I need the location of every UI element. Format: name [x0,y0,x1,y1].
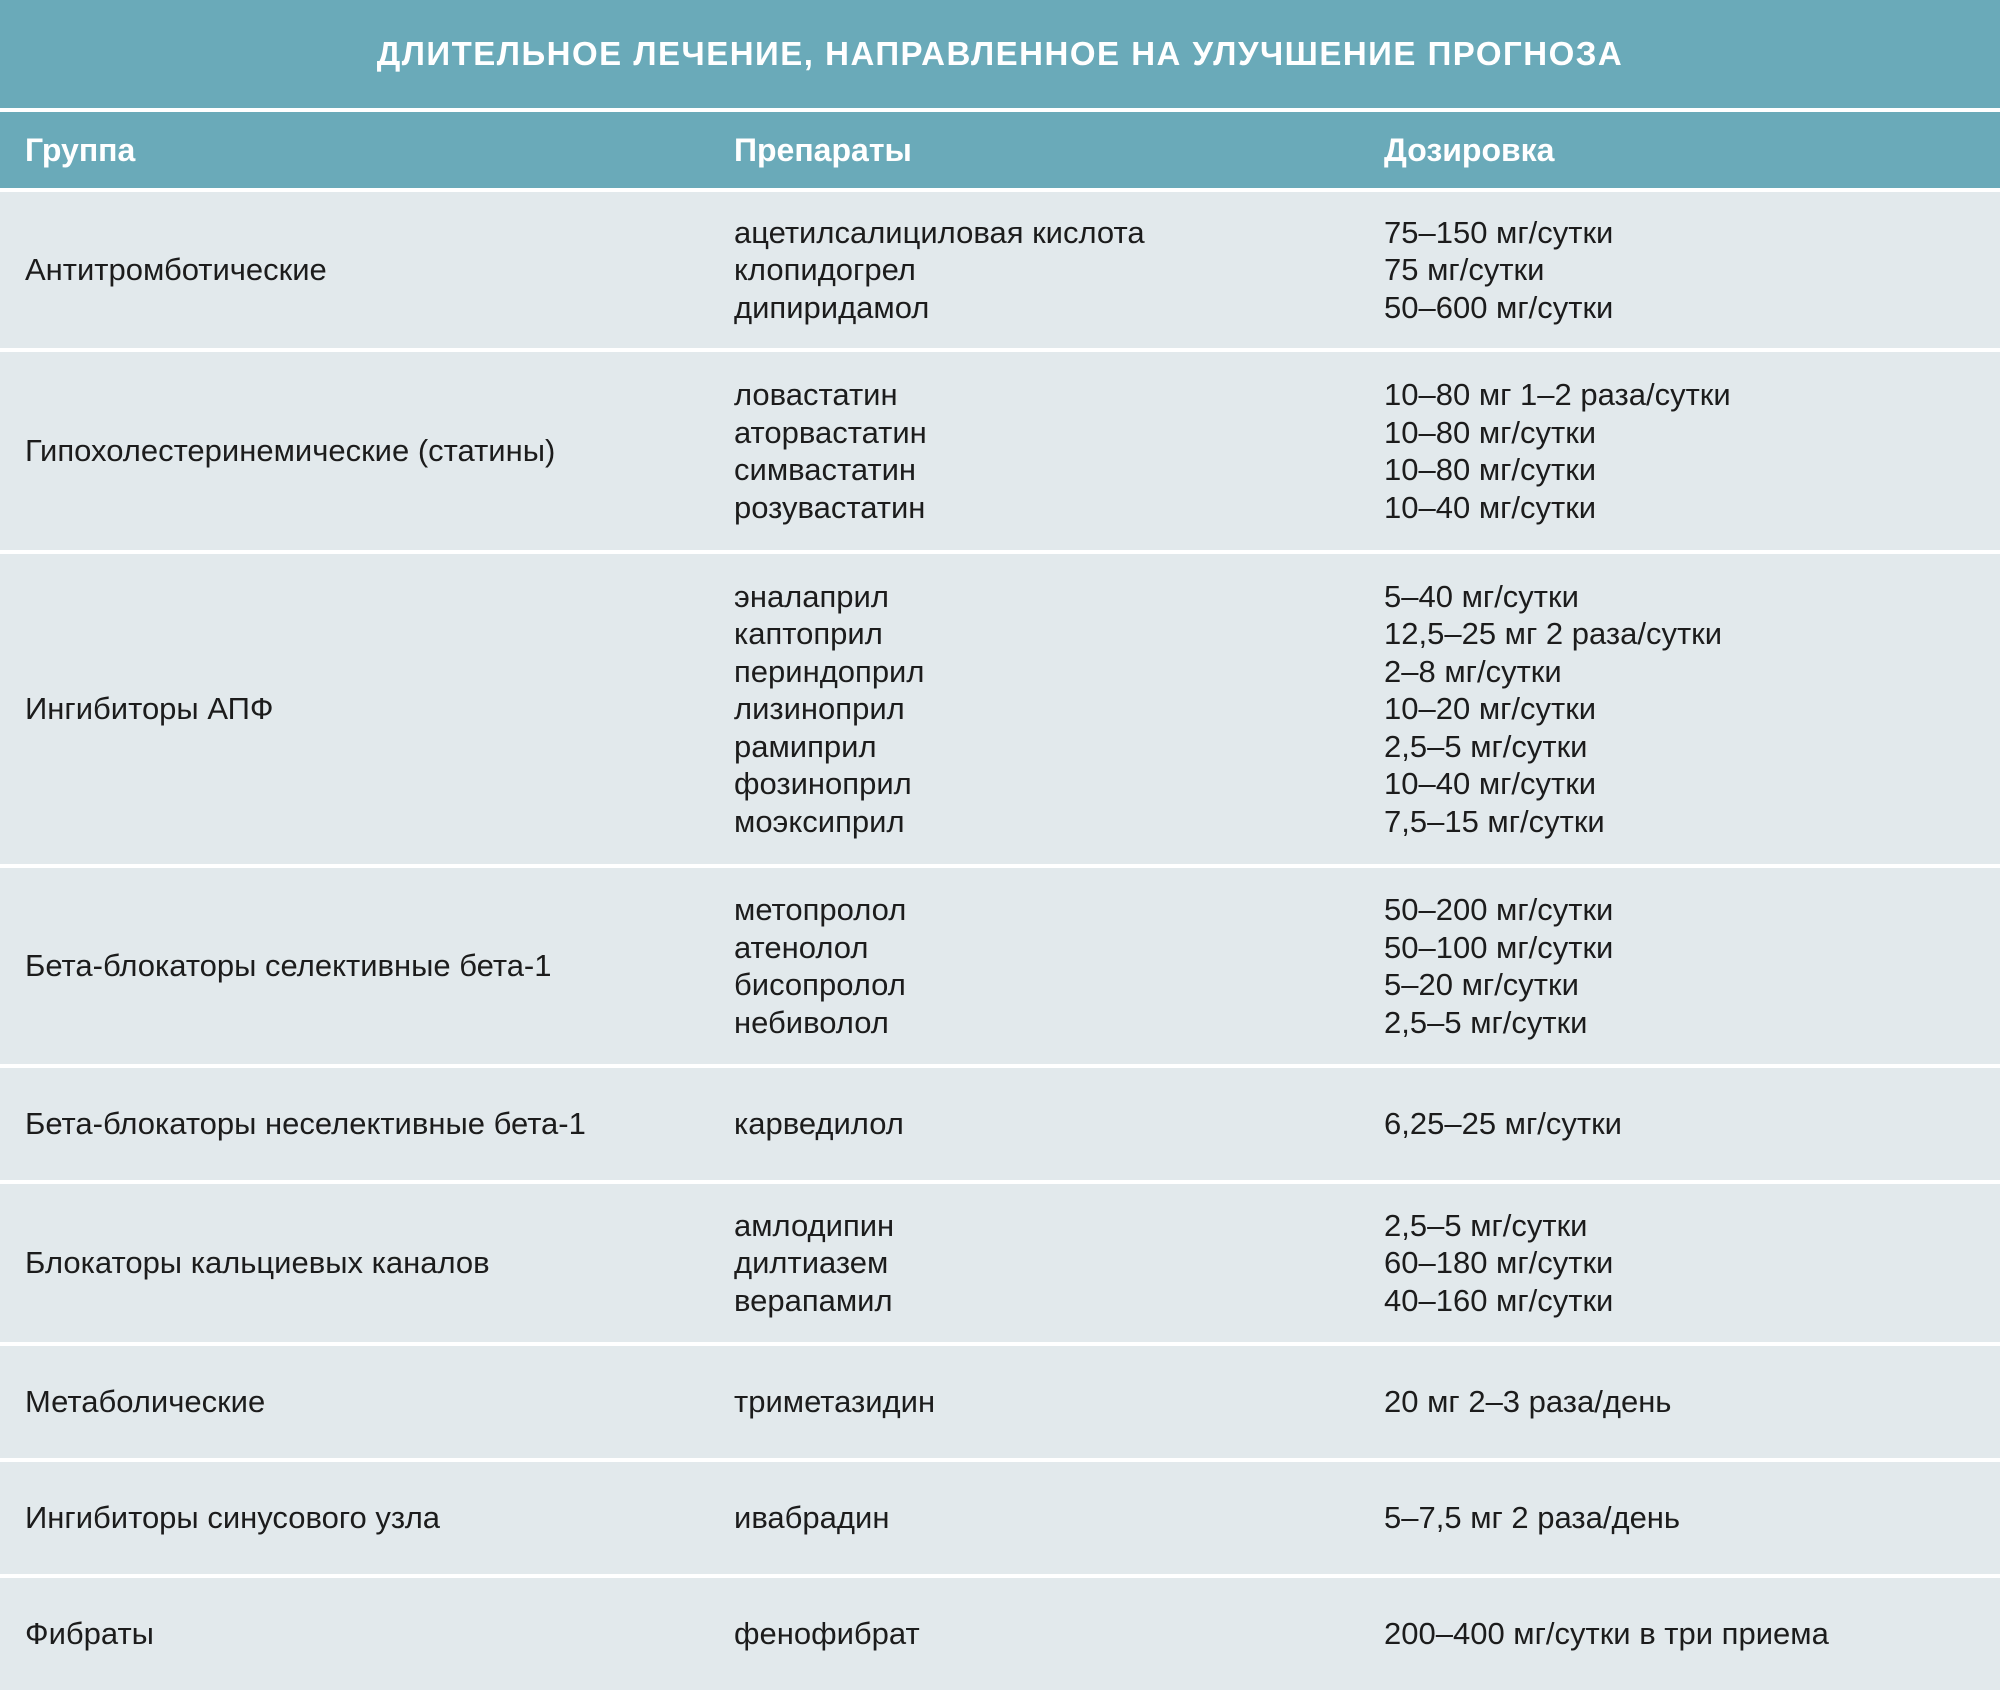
drug-name: метопролол [734,892,907,927]
drug-name: ацетилсалициловая кислота [734,214,1145,250]
dosage-value: 2,5–5 мг/сутки [1384,1004,1588,1040]
dosage-cell [1384,1346,1671,1458]
dosage-value: 20 мг 2–3 раза/день [1384,1384,1672,1420]
dosage-cell [1384,1462,1680,1574]
dosage-value: 10–80 мг 1–2 раза/сутки [1384,377,1731,412]
dosage-value: 5–7,5 мг 2 раза/день [1384,1500,1681,1536]
table-row [0,1346,2000,1458]
dosage-value: 200–400 мг/сутки в три приема [1384,1616,1829,1652]
group-name: Блокаторы кальциевых каналов [25,1245,490,1281]
dosage-value: 7,5–15 мг/сутки [1384,803,1605,839]
dosage-value: 75 мг/сутки [1384,252,1545,288]
table-row [0,192,2000,348]
table-row [0,554,2000,864]
dosage-value: 40–160 мг/сутки [1384,1282,1614,1318]
table-row [0,1462,2000,1574]
drug-name: клопидогрел [734,252,916,288]
drug-name: дилтиазем [734,1245,889,1281]
drugs-cell [734,192,1145,348]
group-cell [25,1462,440,1574]
group-cell [25,1346,265,1458]
group-cell [25,868,552,1064]
dosage-cell [1384,192,1613,348]
drug-name: ивабрадин [734,1500,890,1536]
group-name: Ингибиторы синусового узла [25,1500,441,1536]
drug-name: эналаприл [734,578,889,614]
group-cell [25,554,274,864]
dosage-value: 50–100 мг/сутки [1384,929,1614,965]
dosage-value: 50–200 мг/сутки [1384,892,1614,927]
table-title-bar [0,0,2000,108]
dosage-cell [1384,1184,1613,1342]
dosage-value: 10–20 мг/сутки [1384,691,1597,727]
drug-name: периндоприл [734,653,925,689]
drugs-cell [734,1346,935,1458]
dosage-cell [1384,352,1731,550]
drug-name: атенолол [734,929,869,965]
drug-name: каптоприл [734,616,883,652]
dosage-value: 5–40 мг/сутки [1384,578,1579,614]
column-header-dosage: Дозировка [1384,131,1555,168]
drugs-cell [734,1462,889,1574]
dosage-value: 50–600 мг/сутки [1384,289,1614,325]
dosage-value: 60–180 мг/сутки [1384,1245,1614,1281]
dosage-cell [1384,1068,1622,1180]
drug-name: ловастатин [734,377,898,412]
group-cell [25,352,555,550]
dosage-value: 75–150 мг/сутки [1384,214,1614,250]
group-name: Фибраты [25,1616,154,1652]
group-cell [25,1068,586,1180]
group-cell [25,1578,154,1690]
table-row [0,1578,2000,1690]
drug-name: небиволол [734,1004,889,1040]
drugs-cell [734,554,924,864]
drug-name: бисопролол [734,967,906,1002]
dosage-cell [1384,554,1722,864]
dosage-value: 6,25–25 мг/сутки [1384,1106,1622,1142]
dosage-value: 2–8 мг/сутки [1384,653,1562,689]
drugs-cell [734,1068,904,1180]
table-row [0,1184,2000,1342]
dosage-cell [1384,1578,1829,1690]
drug-name: рамиприл [734,728,877,764]
group-name: Ингибиторы АПФ [25,691,274,727]
drug-name: дипиридамол [734,289,930,325]
group-name: Бета-блокаторы неселективные бета-1 [25,1106,586,1142]
drugs-cell [734,1184,894,1342]
group-name: Антитромботические [25,252,327,288]
drug-name: карведилол [734,1106,904,1142]
group-cell [25,1184,490,1342]
group-cell [25,192,327,348]
dosage-value: 5–20 мг/сутки [1384,967,1579,1002]
table-row [0,1068,2000,1180]
dosage-value: 10–80 мг/сутки [1384,414,1597,450]
dosage-value: 10–80 мг/сутки [1384,452,1597,487]
dosage-value: 2,5–5 мг/сутки [1384,1207,1588,1243]
dosage-value: 12,5–25 мг 2 раза/сутки [1384,616,1723,652]
drugs-cell [734,868,906,1064]
drug-name: розувастатин [734,489,926,525]
drug-name: симвастатин [734,452,917,487]
drug-name: триметазидин [734,1384,936,1420]
column-header-group: Группа [25,131,136,168]
column-header-drugs: Препараты [734,131,912,168]
drug-name: моэксиприл [734,803,905,839]
drug-name: амлодипин [734,1207,895,1243]
group-name: Гипохолестеринемические (статины) [25,433,556,469]
group-name: Бета-блокаторы селективные бета-1 [25,948,552,984]
table-header-row [0,112,2000,188]
dosage-value: 10–40 мг/сутки [1384,766,1597,802]
drugs-cell [734,1578,920,1690]
drug-name: фенофибрат [734,1616,920,1652]
table-row [0,352,2000,550]
group-name: Метаболические [25,1384,266,1420]
dosage-value: 2,5–5 мг/сутки [1384,728,1588,764]
drugs-cell [734,352,927,550]
drug-name: аторвастатин [734,414,927,450]
dosage-value: 10–40 мг/сутки [1384,489,1597,525]
drug-name: фозиноприл [734,766,912,802]
table-row [0,868,2000,1064]
dosage-cell [1384,868,1613,1064]
drug-name: лизиноприл [734,691,905,727]
drug-name: верапамил [734,1282,893,1318]
table-title: ДЛИТЕЛЬНОЕ ЛЕЧЕНИЕ, НАПРАВЛЕННОЕ НА УЛУЧШЕНИЕ ПРОГНОЗА [376,35,1624,72]
